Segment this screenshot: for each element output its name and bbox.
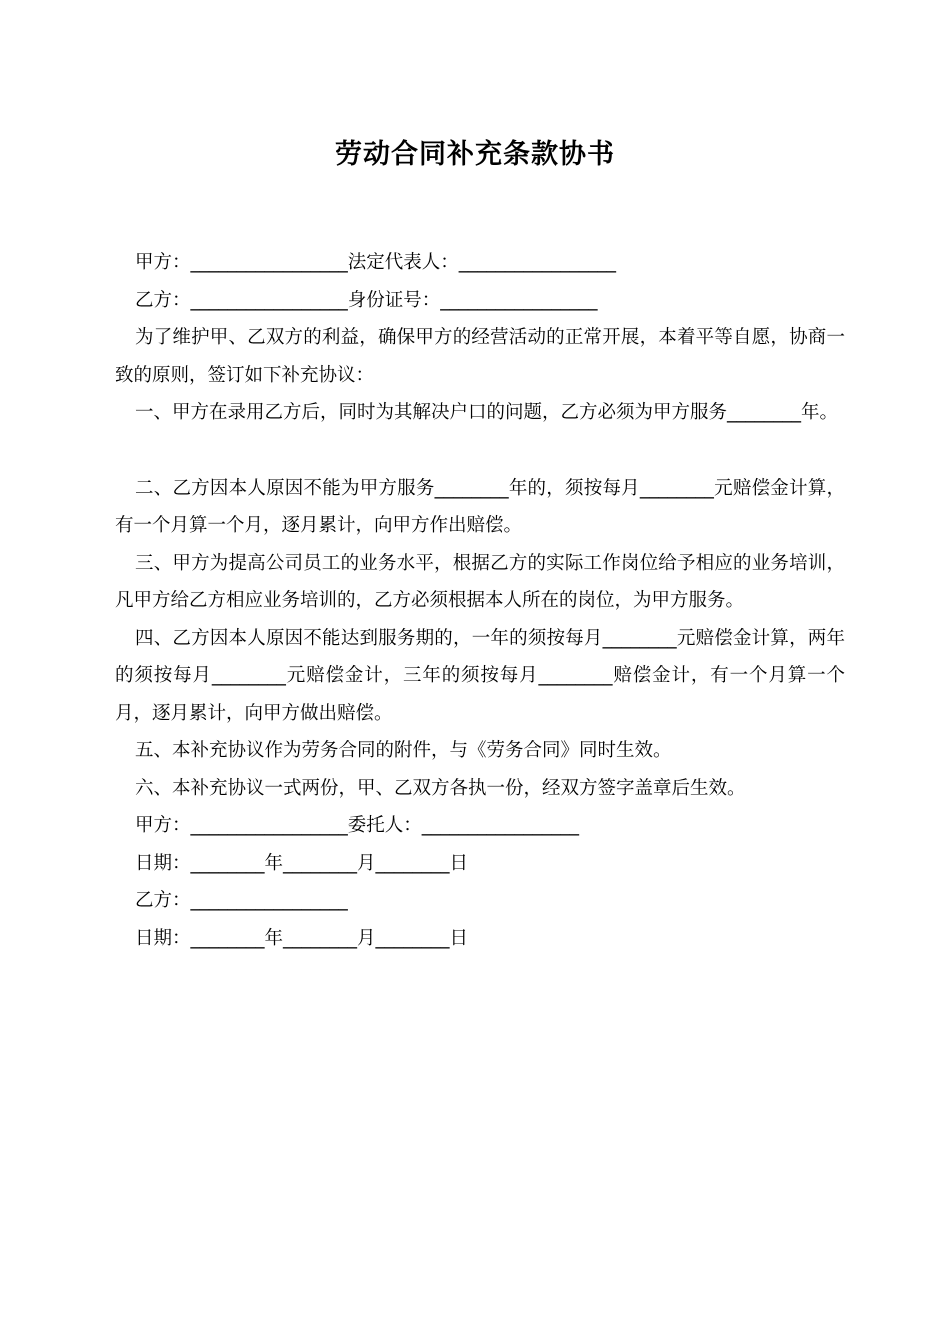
- blank-spacer: [115, 432, 845, 470]
- clause-6: 六、本补充协议一式两份，甲、乙双方各执一份，经双方签字盖章后生效。: [135, 777, 746, 799]
- clause-5: 五、本补充协议作为劳务合同的附件，与《劳务合同》同时生效。: [135, 740, 672, 761]
- document-body: [115, 244, 845, 957]
- clause-3: 三、甲方为提高公司员工的业务水平，根据乙方的实际工作岗位给予相应的业务培训，凡甲方给乙方相应业务培训的，乙方必须根据本人所在的岗位，为甲方服务。: [115, 552, 845, 611]
- clause-1: 一、甲方在录用乙方后，同时为其解决户口的问题，乙方必须为甲方服务________年。: [135, 402, 839, 423]
- signature-party-a: 甲方：_________________委托人：_________________: [135, 815, 580, 836]
- party-b-line: 乙方：_________________身份证号：_________________: [135, 289, 598, 311]
- signature-party-b: 乙方：_________________: [135, 890, 348, 911]
- document-title: 劳动合同补充条款协书: [335, 139, 615, 170]
- clause-2: 二、乙方因本人原因不能为甲方服务________年的，须按每月________元赔偿金计算，有一个月算一个月，逐月累计，向甲方作出赔偿。: [115, 477, 845, 536]
- party-a-line: 甲方：_________________法定代表人：_________________: [135, 252, 617, 273]
- signature-date-b: 日期：________年________月________日: [135, 927, 469, 949]
- intro-paragraph: 为了维护甲、乙双方的利益，确保甲方的经营活动的正常开展，本着平等自愿，协商一致的原则，签订如下补充协议：: [115, 327, 845, 386]
- clause-4: 四、乙方因本人原因不能达到服务期的，一年的须按每月________元赔偿金计算，两年的须按每月________元赔偿金计，三年的须按每月________赔偿金计，有一个月算一个月，逐月累计，向甲方做出赔偿。: [115, 627, 845, 724]
- signature-date-a: 日期：________年________月________日: [135, 852, 469, 874]
